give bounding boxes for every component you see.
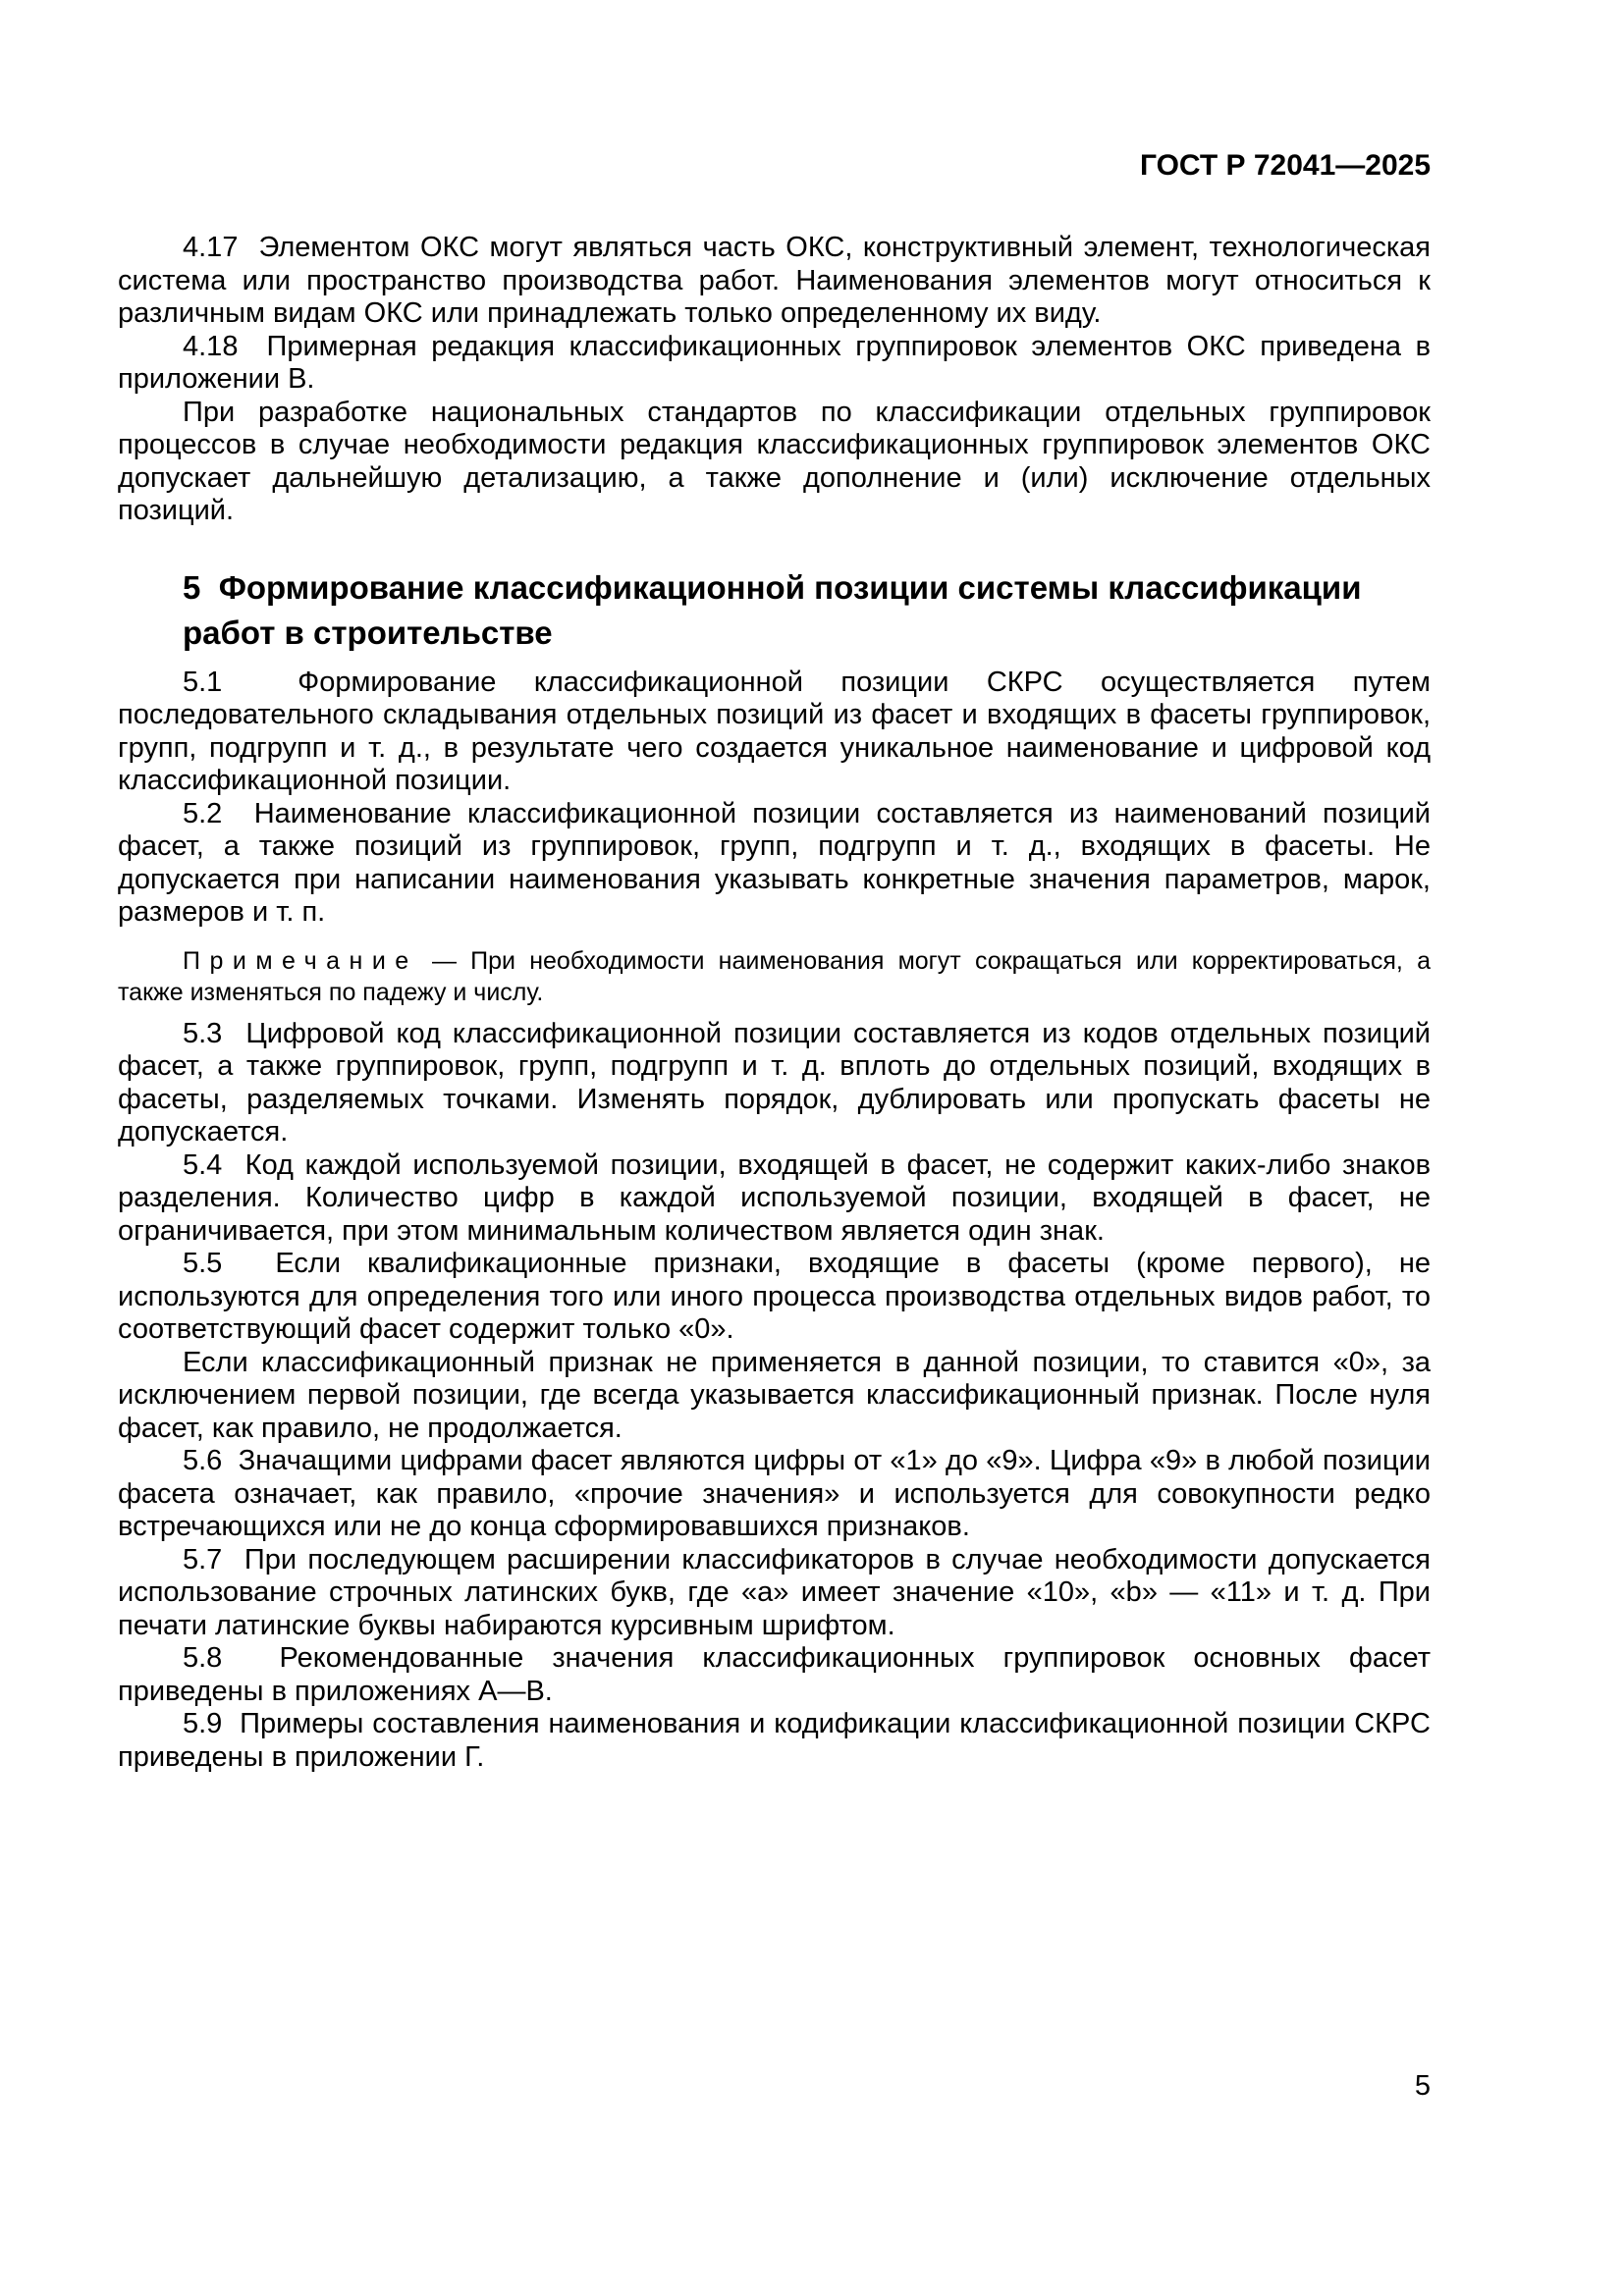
note-label: Примечание bbox=[183, 946, 418, 975]
clause-5-3: 5.3 Цифровой код классификационной позиции составляется из кодов отдельных позиций фасет, а также группировок, групп, подгрупп и т. д. вплоть до отдельных позиций, входящих в фасеты, разделяемых точками. Изменять порядок, дублировать или пропускать фасеты не допускается. bbox=[118, 1017, 1431, 1148]
clause-5-8: 5.8 Рекомендованные значения классификационных группировок основных фасет приведены в приложениях А—В. bbox=[118, 1642, 1431, 1707]
clause-4-18: 4.18 Примерная редакция классификационных группировок элементов ОКС приведена в приложении В. bbox=[118, 330, 1431, 395]
clause-5-2: 5.2 Наименование классификационной позиции составляется из наименований позиций фасет, а также позиций из группировок, групп, подгрупп и т. д., входящих в фасеты. Не допускается при написании наименования указывать конкретные значения параметров, марок, размеров и т. п. bbox=[118, 797, 1431, 928]
clause-5-6: 5.6 Значащими цифрами фасет являются цифры от «1» до «9». Цифра «9» в любой позиции фасета означает, как правило, «прочие значения» и используется для совокупности редко встречающихся или не до конца сформировавшихся признаков. bbox=[118, 1445, 1431, 1542]
clause-5-4: 5.4 Код каждой используемой позиции, входящей в фасет, не содержит каких-либо знаков разделения. Количество цифр в каждой используемой позиции, входящей в фасет, не ограничивается, при этом минимальным количеством является один знак. bbox=[118, 1148, 1431, 1247]
clause-5-1: 5.1 Формирование классификационной позиции СКРС осуществляется путем последовательного складывания отдельных позиций из фасет и входящих в фасеты группировок, групп, подгрупп и т. д., в результате чего создается уникальное наименование и цифровой код классификационной позиции. bbox=[118, 666, 1431, 796]
clause-4-17: 4.17 Элементом ОКС могут являться часть ОКС, конструктивный элемент, технологическая система или пространство производства работ. Наименования элементов могут относиться к различным видам ОКС или принадлежать только определенному их виду. bbox=[118, 232, 1431, 329]
page-number: 5 bbox=[1414, 2070, 1431, 2102]
section-5-heading: 5 Формирование классификационной позиции системы классификации работ в строительстве bbox=[183, 568, 1362, 651]
clause-5-5-continuation: Если классификационный признак не применяется в данной позиции, то ставится «0», за исключением первой позиции, где всегда указывается классификационный признак. После нуля фасет, как правило, не продолжается. bbox=[118, 1346, 1431, 1444]
clause-5-5: 5.5 Если квалификационные признаки, входящие в фасеты (кроме первого), не используются для определения того или иного процесса производства отдельных видов работ, то соответствующий фасет содержит только «0». bbox=[118, 1248, 1431, 1345]
note-paragraph bbox=[118, 945, 1431, 1008]
text-block bbox=[118, 149, 1431, 1774]
note-text: — При необходимости наименования могут сокращаться или корректироваться, а также изменяться по падежу и числу. bbox=[118, 946, 1431, 1006]
clause-4-18-continuation: При разработке национальных стандартов по классификации отдельных группировок процессов в случае необходимости редакция классификационных группировок элементов ОКС допускает дальнейшую детализацию, а также дополнение и (или) исключение отдельных позиций. bbox=[118, 396, 1431, 526]
clause-5-7: 5.7 При последующем расширении классификаторов в случае необходимости допускается использование строчных латинских букв, где «a» имеет значение «10», «b» — «11» и т. д. При печати латинские буквы набираются курсивным шрифтом. bbox=[118, 1543, 1431, 1641]
clause-5-9: 5.9 Примеры составления наименования и кодификации классификационной позиции СКРС приведены в приложении Г. bbox=[118, 1708, 1431, 1773]
standard-code-header: ГОСТ Р 72041—2025 bbox=[1139, 149, 1431, 182]
